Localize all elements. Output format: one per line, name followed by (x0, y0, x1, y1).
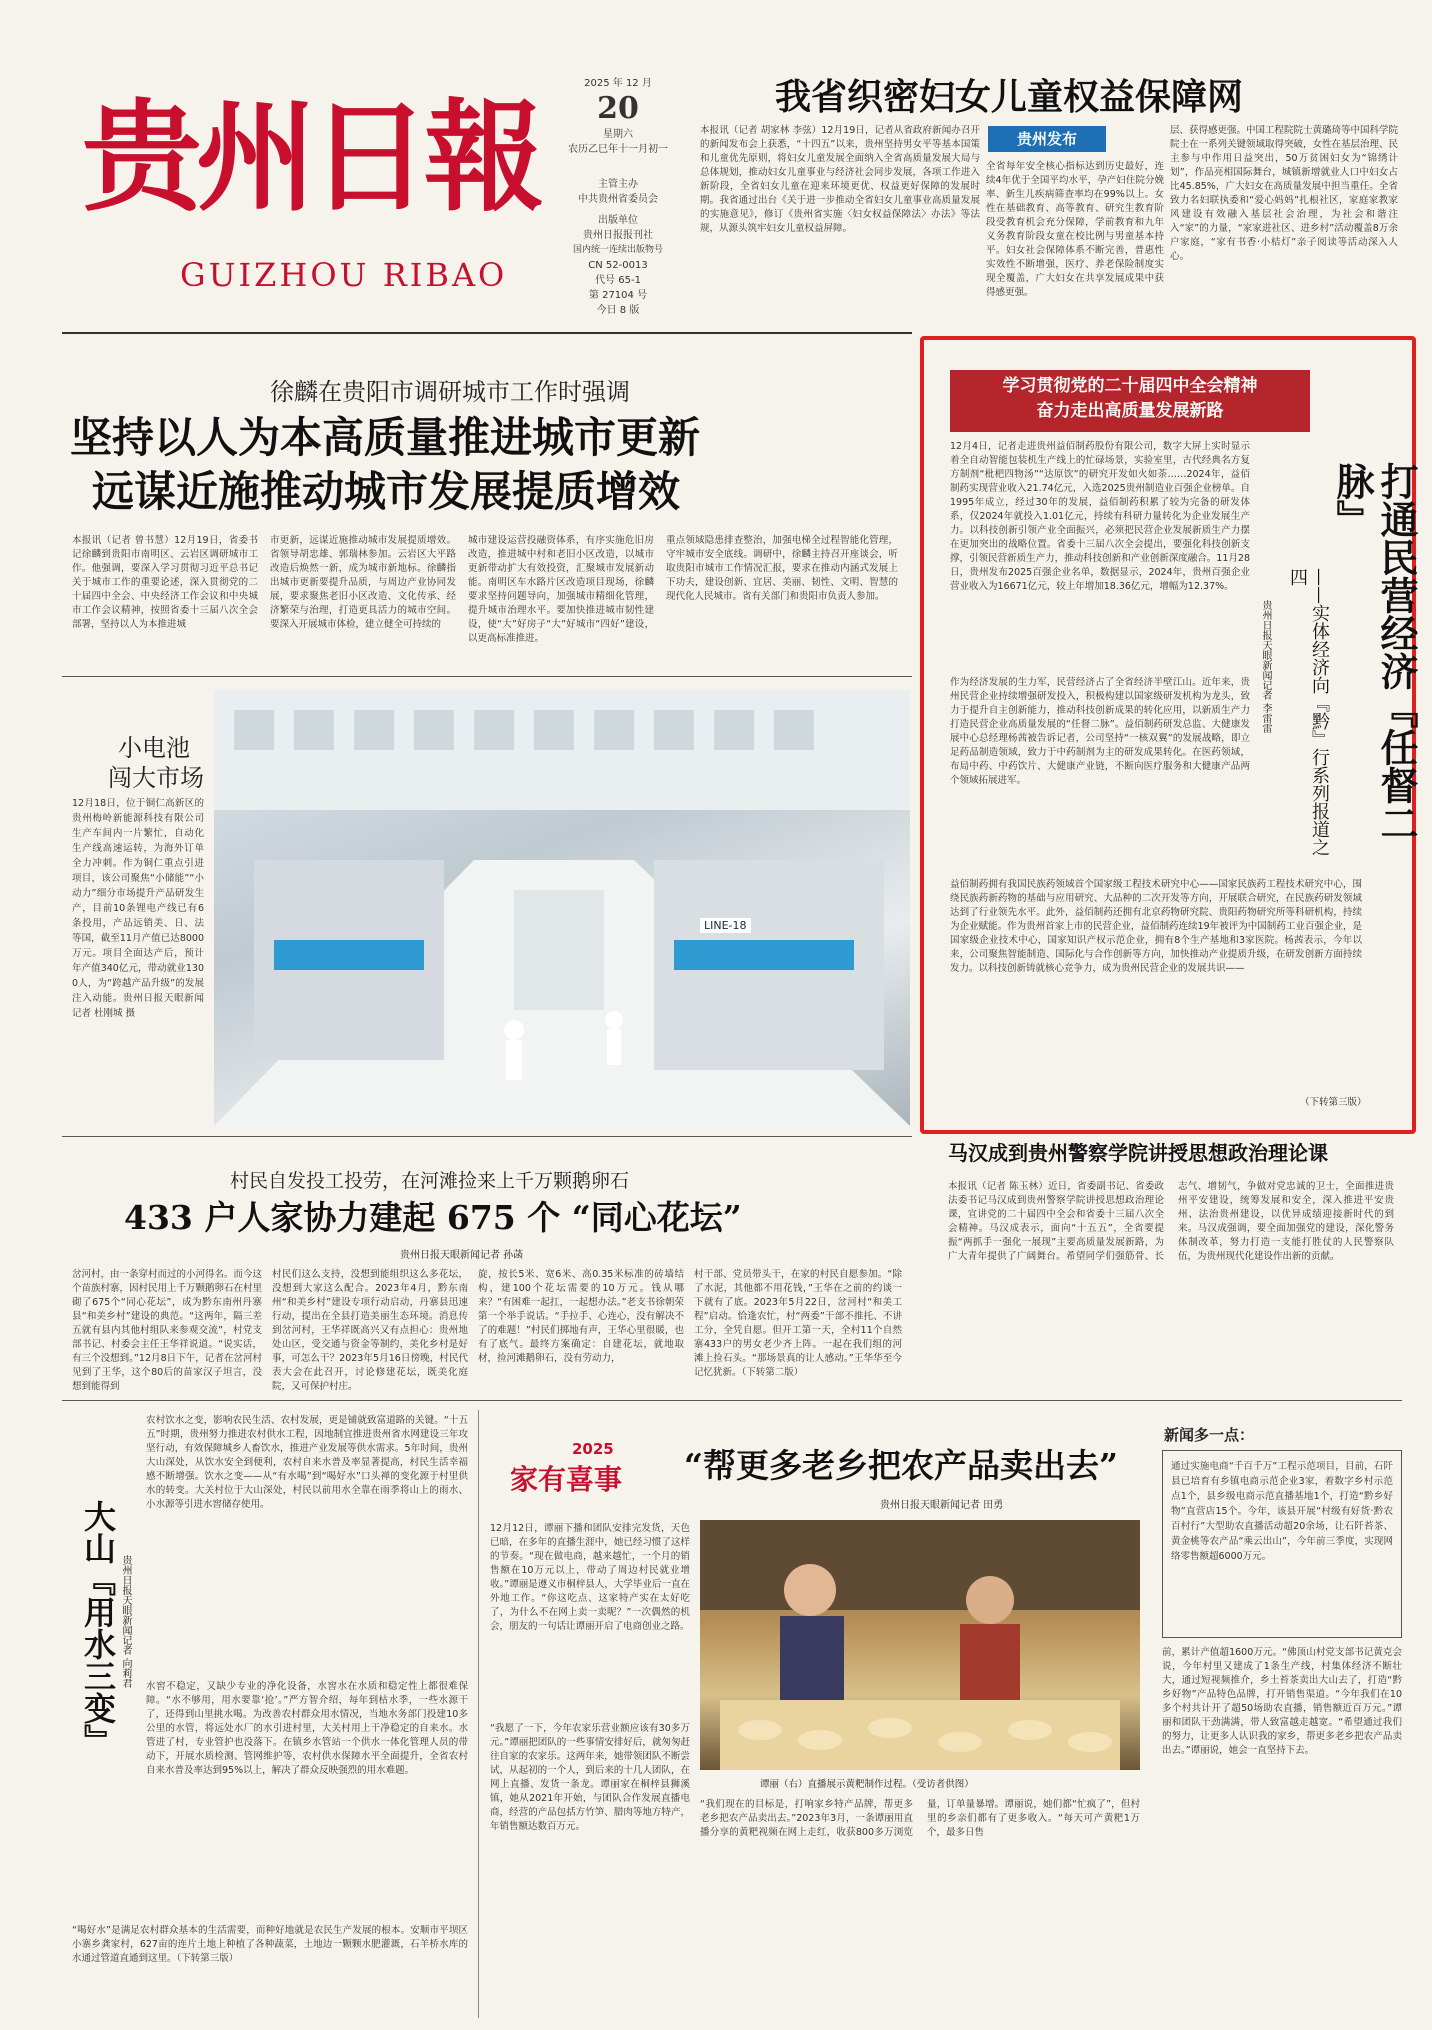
family-logo-text: 家有喜事 (510, 1463, 623, 1496)
feature-body-3: 益佰制药拥有我国民族药领域首个国家级工程技术研究中心——国家民族药工程技术研究中心，围绕民族药新药物的基础与应用研究、大品种的二次开发等方向，开展联合研究，在民族药研发领域达到了行业领先水平。此外，益佰制药还拥有北京药物研究院、贵阳药物研究所等科研机构，持续为企业赋能。作为贵州首家上市的民营企业，益佰制药连续19年被评为中国制药工业百强企业，是国家级企业技术中心，国家知识产权示范企业，拥有8个生产基地和3家医院。杨茜表示，今年以来，公司聚焦智能制造、国际化与合作创新等方向，加快推动产业提质升级，在研发创新方面持续发力。以科技创新铸就核心竞争力，成为贵州民营企业的发展共识—— (950, 879, 1362, 974)
lecture-headline: 马汉成到贵州警察学院讲授思想政治理论课 (948, 1141, 1328, 1165)
village-byline: 贵州日报天眼新闻记者 孙菡 (400, 1250, 524, 1261)
top-story-col3: 层、获得感更强。中国工程院院士黄璐琦等中国科学院院士在一系列关键领域取得突破，女性在基层治理、民主参与中作用日益突出，50万贫困妇女为“锦绣计划”，作品亮相国际舞台，城镇新增就业人口中妇女占比45.85%，广大妇女在高质量发展中担当重任。全省致力名妇联执委和“爱心妈妈”扎根社区，家庭家教家风建设有效融入基层社会治理，为社会和谐注入“家”的力量，“家家进社区、进乡村”活动覆盖8万余户家庭，“家有书香·小桔灯”亲子阅读等活动深入人心。 (1170, 125, 1398, 262)
lead-story-kicker: 徐麟在贵阳市调研城市工作时强调 (270, 378, 630, 406)
lead-story-col1: 本报讯（记者 曾书慧）12月19日，省委书记徐麟到贵阳市南明区、云岩区调研城市工作。他强调，要深入学习贯彻习近平总书记关于城市工作的重要论述，深入贯彻党的二十届四中全会、中央经济工作会议和中央城市工作会议精神，按照省委十三届八次全会部署，坚持以人为本推进城 (72, 535, 258, 630)
lead-story-col2: 市更新，远谋近施推动城市发展提质增效。省领导胡忠雄、郭瑞林参加。云岩区大平路改造后焕然一新，成为城市新地标。徐麟指出城市更新要提升品质，与周边产业协同发展，要求聚焦老旧小区改造、文化传承、经济繁荣与治理，打造更具活力的城市空间。要深入开展城市体检，建立健全可持续的 (270, 535, 456, 630)
masthead-pinyin: GUIZHOU RIBAO (180, 256, 508, 294)
water-col3: “喝好水”是满足农村群众基本的生活需要，而种好地就是农民生产发展的根本。安顺市平坝区小寨乡龚家村，627亩的连片土地上种植了各种蔬菜，土地边一颗颗水肥灌溉，石羊桥水库的水通过管道直通到这里。（下转第三版） (72, 1925, 468, 1964)
sponsor: 中共贵州省委员会 (578, 194, 658, 205)
feature-banner (950, 370, 1310, 432)
top-story-col1: 本报讯（记者 胡家林 李弦）12月19日，记者从省政府新闻办召开的新闻发布会上获悉，“十四五”以来，贵州坚持男女平等基本国策和儿童优先原则，将妇女儿童发展全面纳入全省高质量发展大局与总体规划，推动妇女儿童事业与经济社会同步发展，各项工作进入新阶段，全省妇女儿童在迎来环境更优、权益更好保障的发展时期。我省通过出台《关于进一步推动全省妇女儿童事业高质量发展的实施意见》，修订《贵州省实施〈妇女权益保障法〉办法》等法规，从源头筑牢妇女儿童权益屏障。 (700, 125, 980, 234)
family-col1: 12月12日，谭丽下播和团队安排完发货，天色已暗，在多年的直播生涯中，她已经习惯了这样的节奏。“现在做电商，越来越忙，一个月的销售额在10万元以上，带动了周边村民就业增收。”谭丽是遵义市桐梓县人，大学毕业后一直在外地工作。“你这吃点、这家特产实在太好吃了，为什么不在网上卖一卖呢？”一次偶然的机会，朋友的一句话让谭丽开启了电商创业之路。 (490, 1523, 690, 1632)
family-photo-caption: 谭丽（右）直播展示黄粑制作过程。（受访者供图） (760, 1779, 974, 1790)
factory-photo (214, 690, 910, 1126)
family-photo (700, 1520, 1140, 1770)
photo-story-title-1: 小电池 (118, 734, 190, 762)
page-count: 今日 8 版 (596, 305, 640, 316)
village-headline: 433 户人家协力建起 675 个 “同心花坛” (124, 1198, 742, 1237)
water-vertical-title: 大山『用水三变』 (79, 1500, 117, 1756)
family-logo-year: 2025 (572, 1440, 614, 1458)
feature-continued: （下转第三版） (1300, 1097, 1367, 1108)
village-col3: 旋，按长5米、宽6米、高0.35米标准的砖墙结构，建100个花坛需要的10万元。钱从哪来？“有困难一起扛，一起想办法。”老支书徐朝荣第一个举手说话。“手拉手、心连心，没有解决不了的难题！”村民们掷地有声，王华心里很暖，也有了底气。最终方案确定：自建花坛，就地取材，捡河滩鹅卵石，没有劳动力， (478, 1269, 684, 1364)
family-logo (510, 1440, 640, 1512)
feature-banner-line-2: 奋力走出高质量发展新路 (1036, 401, 1224, 421)
top-story-headline: 我省织密妇女儿童权益保障网 (775, 76, 1244, 118)
publisher-label: 出版单位 (598, 215, 638, 226)
date-weekday: 星期六 (603, 129, 633, 140)
village-col1: 岔河村，由一条穿村而过的小河得名。而今这个苗族村寨，因村民用上千万颗鹅卵石在村里砌了675个“同心花坛”，成为黔东南州丹寨县“和美乡村”建设的典范。“这两年，隔三差五就有县内其他村组队来参观交流”，村党支部书记、村委会主任王华祥说道。“说实话，有三个没想到。”12月8日下午，记者在岔河村见到了王华，这个80后的苗家汉子坦言，没想到能得到 (72, 1269, 262, 1392)
lead-story-col4: 重点领域隐患排查整治，加强电梯全过程智能化管理，守牢城市安全底线。调研中，徐麟主持召开座谈会，听取贵阳市城市工作情况汇报，要求在推动内涵式发展上下功夫，建设创新、宜居、美丽、韧性、文明、智慧的现代化人民城市。省有关部门和贵阳市负责人参加。 (666, 535, 898, 602)
issue-number: 第 27104 号 (588, 290, 648, 301)
family-photo-illustration (700, 1520, 1140, 1770)
village-col2: 村民们这么支持，没想到能组织这么多花坛，没想到大家这么配合。2023年4月，黔东南州“和美乡村”建设专项行动启动，丹寨县迅速行动，提出在全县打造美丽生态环境。消息传到岔河村，王华祥既高兴又有点担心：贵州地处山区，受交通与资金等制约，美化乡村是好事，可怎么干？2023年5月16日傍晚，村民代表大会在此召开，讨论修建花坛，既美化庭院，又可保护村庄。 (272, 1269, 468, 1392)
lecture-body: 本报讯（记者 陈玉林）近日，省委副书记、省委政法委书记马汉成到贵州警察学院讲授思想政治理论课，宣讲党的二十届四中全会和省委十三届八次全会精神。马汉成表示，面向“十五五”，全省要提振“两抓手一强化一展现”主要高质量发展新路，为广大青年提供了广阔舞台。希望同学们强筋骨、长志气、增韧气，争做对党忠诚的卫士，全面推进贵州平安建设，统筹发展和安全，深入推进平安贵州、法治贵州建设，以优异成绩迎接新时代的到来。马汉成强调，要全面加强党的建设，深化警务体制改革，努力打造一支能打胜仗的人民警察队伍，为贵州现代化建设作出新的贡献。 (948, 1181, 1394, 1262)
feature-vertical-author: 贵州日报天眼新闻记者 李雷雷 (1260, 600, 1271, 734)
feature-body-1: 12月4日，记者走进贵州益佰制药股份有限公司，数字大屏上实时显示着全自动智能包装机生产线上的忙碌场景，实验室里，古代经典名方复方制剂“枇杷四物汤”“达原饮”的研究开发如火如荼……2024年，益佰制药实现营业收入21.74亿元，入选2025贵州制造业百强企业榜单。自1995年成立，经过30年的发展，益佰制药积累了较为完备的研发体系，仅2024年就投入1.01亿元，持续有科研力量转化为企业发展生产力。以科技创新引领产业全面振兴，必须把民营企业发展新质生产力摆在更加突出的战略位置。省委十三届八次全会提出，要强化科技创新支撑，引领民营新质生产力，推动科技创新和产业创新深度融合。11月28日，贵州发布2025百强企业名单，数据显示，2024年，贵州百强企业营业收入为16671亿元，较上年增加18.36亿元，增幅为12.37%。 (950, 441, 1250, 592)
lead-story-headline-2: 远谋近施推动城市发展提质增效 (92, 467, 681, 516)
photo-story-title-2: 闯大市场 (108, 764, 204, 792)
date-lunar: 农历乙巳年十一月初一 (568, 144, 668, 155)
family-col2: “我愿了一下，今年农家乐营业额应该有30多万元。”谭丽把团队的一些事情安排好后，就匆匆赶往自家的农家乐。这两年来，她带领团队不断尝试，从起初的一个人，到后来的十几人团队，在网上直播、发货一条龙。谭丽家在桐梓县狮溪镇，她从2021年开始，与团队合作发展直播电商，经营的产品包括方竹笋、腊肉等地方特产，年销售额达数百万元。 (490, 1723, 690, 1832)
cn-number: CN 52-0013 (588, 260, 648, 271)
photo-line-label: LINE-18 (700, 918, 751, 933)
brief-body: 前，累计产值超1600万元。“佛顶山村党支部书记黄克会说，今年村里又建成了1条生产线，村集体经济不断壮大，通过短视频推介，乡土苔茶卖出大山去了，打造“黔乡好物”产品特色品牌，打开销售渠道。“今年我们在10多个村共计开了超50场助农直播，销售额近百万元。”谭丽和团队干劲满满，带人致富越走越宽。“希望通过我们的努力，让更多人认识我的家乡，帮更多老乡把农产品卖出去。”谭丽说，她会一直坚持下去。 (1162, 1647, 1402, 1756)
family-headline: “帮更多老乡把农产品卖出去” (684, 1446, 1118, 1485)
masthead-title: 贵州日報 (82, 87, 538, 228)
feature-vertical-sub: ——实体经济向『黔』行系列报道之四 (1287, 568, 1330, 856)
feature-vertical-title: 打通民营经济『任督二脉』 (1330, 462, 1419, 842)
lead-story-headline-1: 坚持以人为本高质量推进城市更新 (70, 413, 701, 462)
lead-story-col3: 城市建设运营投融资体系，有序实施危旧房改造，推进城中村和老旧小区改造，以城市更新带动扩大有效投资，汇聚城市发展新动能。南明区车水路片区改造项目现场，徐麟要求坚持问题导向，加强城市精细化管理，提升城市治理水平。要加快推进城市韧性建设，使“大”好房子“大”好城市“四好”建设，以更高标准推进。 (468, 535, 654, 644)
village-kicker: 村民自发投工投劳，在河滩捡来上千万颗鹅卵石 (230, 1170, 630, 1192)
water-vertical-author: 贵州日报天眼新闻记者 向莉君 (120, 1555, 131, 1689)
family-byline: 贵州日报天眼新闻记者 田勇 (880, 1500, 1004, 1511)
photo-story-body: 12月18日，位于铜仁高新区的贵州梅岭新能源科技有限公司生产车间内一片繁忙，自动化生产线高速运转，为海外订单全力冲刺。作为铜仁重点引进项目，该公司聚焦“小储能”“小动力”细分市场提升产品研发生产，目前10条锂电产线已有6条投用，产品远销美、日、法等国，截至11月产值已达8000万元。项目全面达产后，预计年产值340亿元，带动就业1300人，为“跨越产品升级”的发展注入动能。贵州日报天眼新闻记者 杜刚城 摄 (72, 798, 204, 1019)
brief-box: 通过实施电商“千百千万”工程示范项目，目前，石阡县已培育有乡镇电商示范企业3家，着数字乡村示范点1个，县乡级电商示范直播基地1个，打造“黔乡好物”直营店15个。今年，该县开展“村级有好货·黔农百村行”大型助农直播活动超20余场，让石阡苔茶、黄金桃等农产品“乘云出山”，今年前三季度，实现网络零售额超6000万元。 (1162, 1450, 1402, 1638)
top-story-col2: 全省每年安全核心指标达到历史最好，连续4年优于全国平均水平，孕产妇住院分娩率、新生儿疾病筛查率均在99%以上。女性在基础教育、高等教育、研究生教育阶段受教育机会充分保障，学前教育和九年义务教育阶段女童在校比例与男童基本持平。妇女社会保障体系不断完善，普惠性实效性不断增强，医疗、养老保险制度实现全覆盖，广大妇女在共享发展成果中获得感更强。 (986, 161, 1164, 298)
top-story-tag: 贵州发布 (988, 126, 1106, 152)
postal-code: 代号 65-1 (595, 275, 641, 286)
code-label: 国内统一连续出版物号 (572, 245, 663, 255)
water-col2: 水窖不稳定，又缺少专业的净化设备，水窖水在水质和稳定性上都很难保障。“水不够用，用水要靠‘抢’。”严方智介绍，每年到枯水季，一些水源干了，还得到山里挑水喝。为改善农村群众用水情况，当地水务部门投建10多公里的水管，将远处水厂的水引进村里，大关村用上干净稳定的自来水。水管进了村，专业管护也没落下。在镇乡水管站一个供水一体化管理人员的带动下，开展水质检测、管网维护等，农村供水保障水平全面提升，全省农村自来水普及率达到95%以上，解决了群众反映强烈的用水难题。 (146, 1681, 468, 1776)
brief-title: 新闻多一点： (1164, 1426, 1255, 1444)
factory-illustration (214, 690, 910, 1126)
date-year-month: 2025 年 12 月 (584, 78, 652, 89)
village-col4: 村干部、党员带头干，在家的村民自愿参加。“除了水泥，其他都不用花钱，”王华在之前的约谈一下就有了底。2023年5月22日，岔河村“和美工程”启动。恰逢农忙，村“两委”干部不推托、不讲工分，全凭自愿。但开工第一天，全村11个自然寨433户的男女老少齐上阵。一起在我们组的河滩上捡石头。“那场景真的让人感动。”王华华至今记忆犹新。（下转第二版） (694, 1269, 902, 1378)
date-day: 20 (597, 91, 639, 126)
family-col3: “我们现在的目标是，打响家乡特产品牌，帮更多老乡把农产品卖出去。”2023年3月，一条谭丽用直播分享的黄粑视频在网上走红，收获800多万浏览量，订单量暴增。谭丽说，她们都“忙疯了”，但村里的乡亲们都有了更多收入。“每天可产黄粑1万个，最多日售 (700, 1799, 1140, 1838)
publisher: 贵州日报报刊社 (583, 230, 653, 241)
water-col1: 农村饮水之变，影响农民生活、农村发展，更是铺就致富道路的关键。“十五五”时期，贵州努力推进农村供水工程，因地制宜推进贵州省水网建设三年攻坚行动，有效保障城乡人畜饮水，推进产业发展等供水需求。5年时间，贵州大山深处，从饮水安全到便利，农村自来水普及率显著提高，村民生活幸福感不断增强。饮水之变——从“有水喝”到“喝好水”口头禅的变化源于村里供水的转变。大关村位于大山深处，村民以前用水全靠在雨季将山上的雨水、小水源等引进水窖储存使用。 (146, 1415, 468, 1510)
masthead-info (555, 76, 681, 318)
feature-body-2: 作为经济发展的生力军，民营经济占了全省经济半壁江山。近年来，贵州民营企业持续增强研发投入，积极构建以国家级研发机构为龙头，致力于提升自主创新能力，推动科技创新成果的转化应用，以新质生产力打造民营企业高质量发展的“任督二脉”。益佰制药研发总监、大健康发展中心总经理杨茜被告诉记者，公司坚持“一核双翼”的发展战略，即立足药品制造领域，致力于中药制剂为主的研发成果转化。在医药领域，布局中药、中药饮片、大健康产业链，不断向医疗服务和大健康产品两个领域拓展进军。 (950, 677, 1250, 786)
feature-banner-line-1: 学习贯彻党的二十届四中全会精神 (1002, 376, 1258, 396)
sponsor-label: 主管主办 (598, 179, 638, 190)
